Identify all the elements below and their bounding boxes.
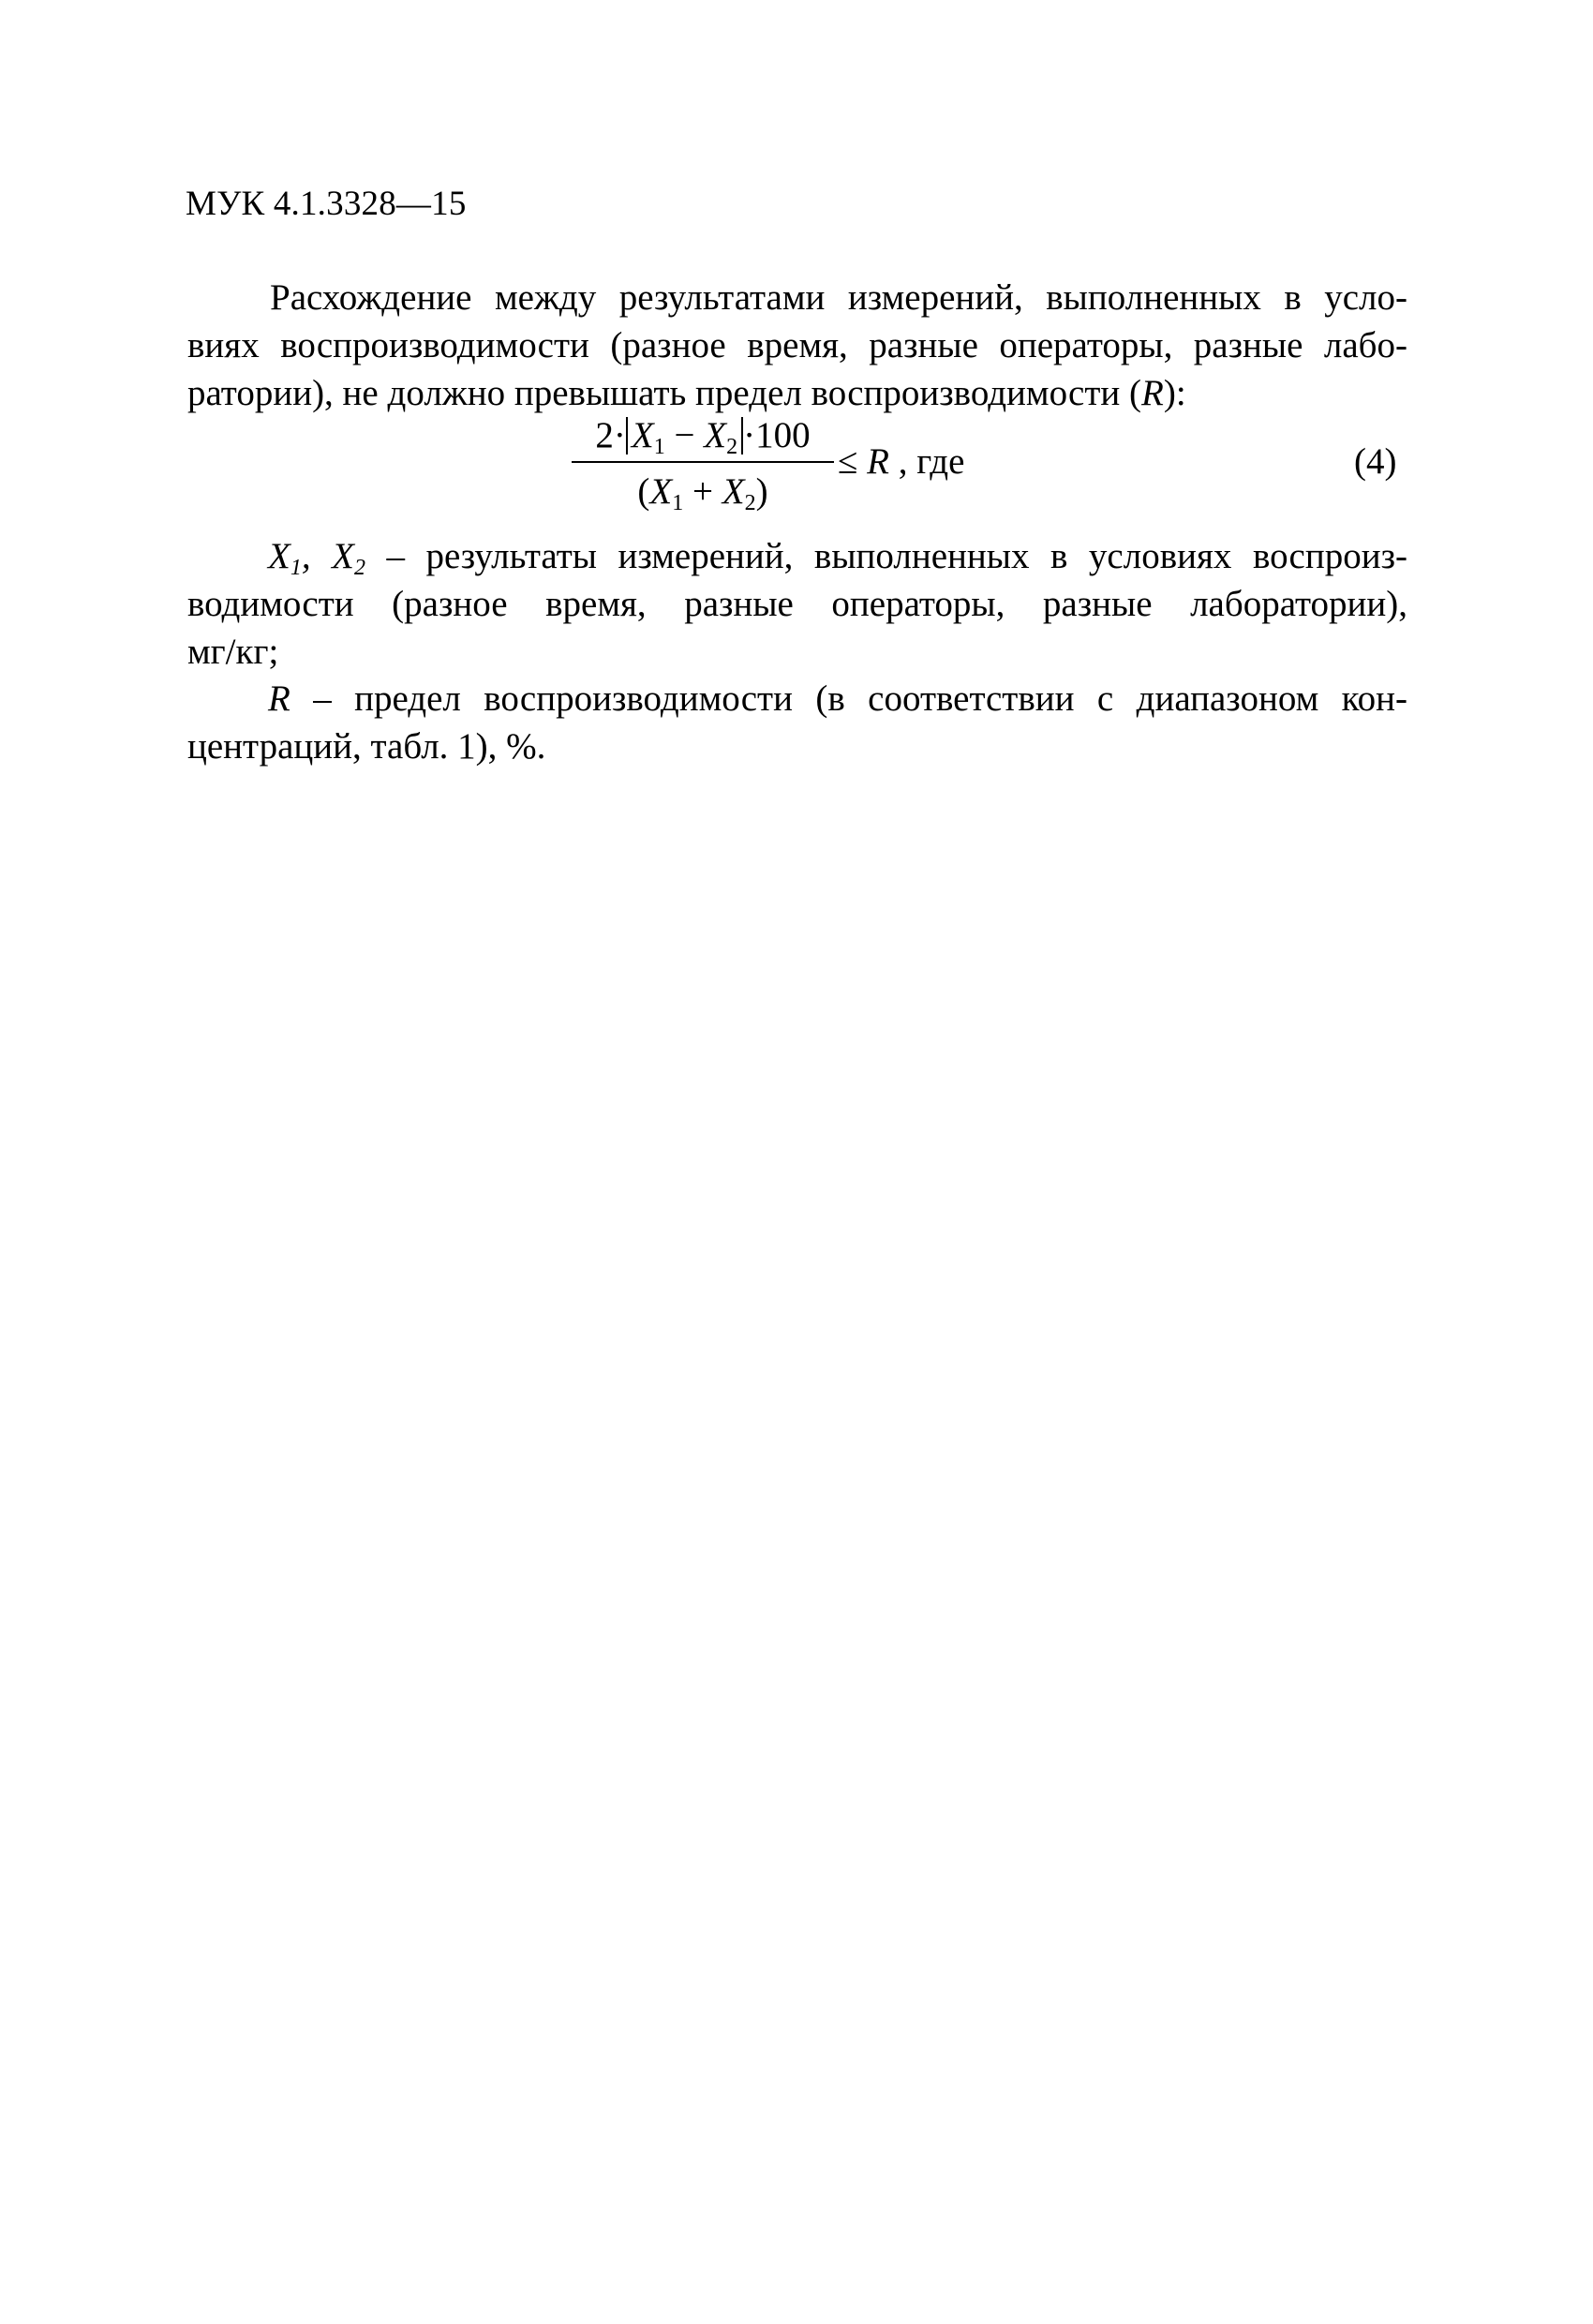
r-symbol: R: [1141, 373, 1164, 413]
formula-numerator: $2\cdot X_1 - X_2 \cdot 100$: [595, 415, 811, 459]
definition-line: R – предел воспроизводимости (в соответствии с диапазоном кон-: [268, 678, 1407, 719]
definition-line: мг/кг;: [187, 632, 279, 672]
definition-line: водимости (разное время, разные операторы, разные лаборатории),: [187, 584, 1407, 624]
formula-relation: ≤ R , где: [838, 441, 965, 482]
paragraph-text: ):: [1163, 373, 1186, 413]
reproducibility-paragraph: [187, 274, 1407, 417]
paragraph-text: ратории), не должно превышать предел воспроизводимости (: [187, 373, 1142, 413]
formula-4: [562, 412, 1406, 534]
document-code-header: МУК 4.1.3328—15: [186, 185, 467, 223]
paragraph-line: [187, 369, 1407, 417]
definition-line: центраций, табл. 1), %.: [187, 726, 546, 767]
formula-fraction: [572, 412, 834, 515]
formula-denominator: $(X_1 + X_2)$: [637, 471, 768, 515]
definition-line: $X_1$, $X_2$ – результаты измерений, выполненных в условиях воспроиз-: [268, 536, 1408, 580]
equation-number: (4): [1354, 441, 1397, 482]
fraction-bar: [572, 461, 834, 463]
x-definition: [187, 532, 1407, 676]
paragraph-line: виях воспроизводимости (разное время, разные операторы, разные лабо-: [187, 325, 1407, 365]
absolute-value: $X_1 - X_2$: [626, 417, 743, 454]
r-symbol: R: [268, 678, 290, 719]
paragraph-line: Расхождение между результатами измерений, выполненных в усло-: [270, 277, 1407, 318]
r-definition: [187, 675, 1407, 770]
x-symbols: $X_1$, $X_2$: [268, 536, 365, 580]
